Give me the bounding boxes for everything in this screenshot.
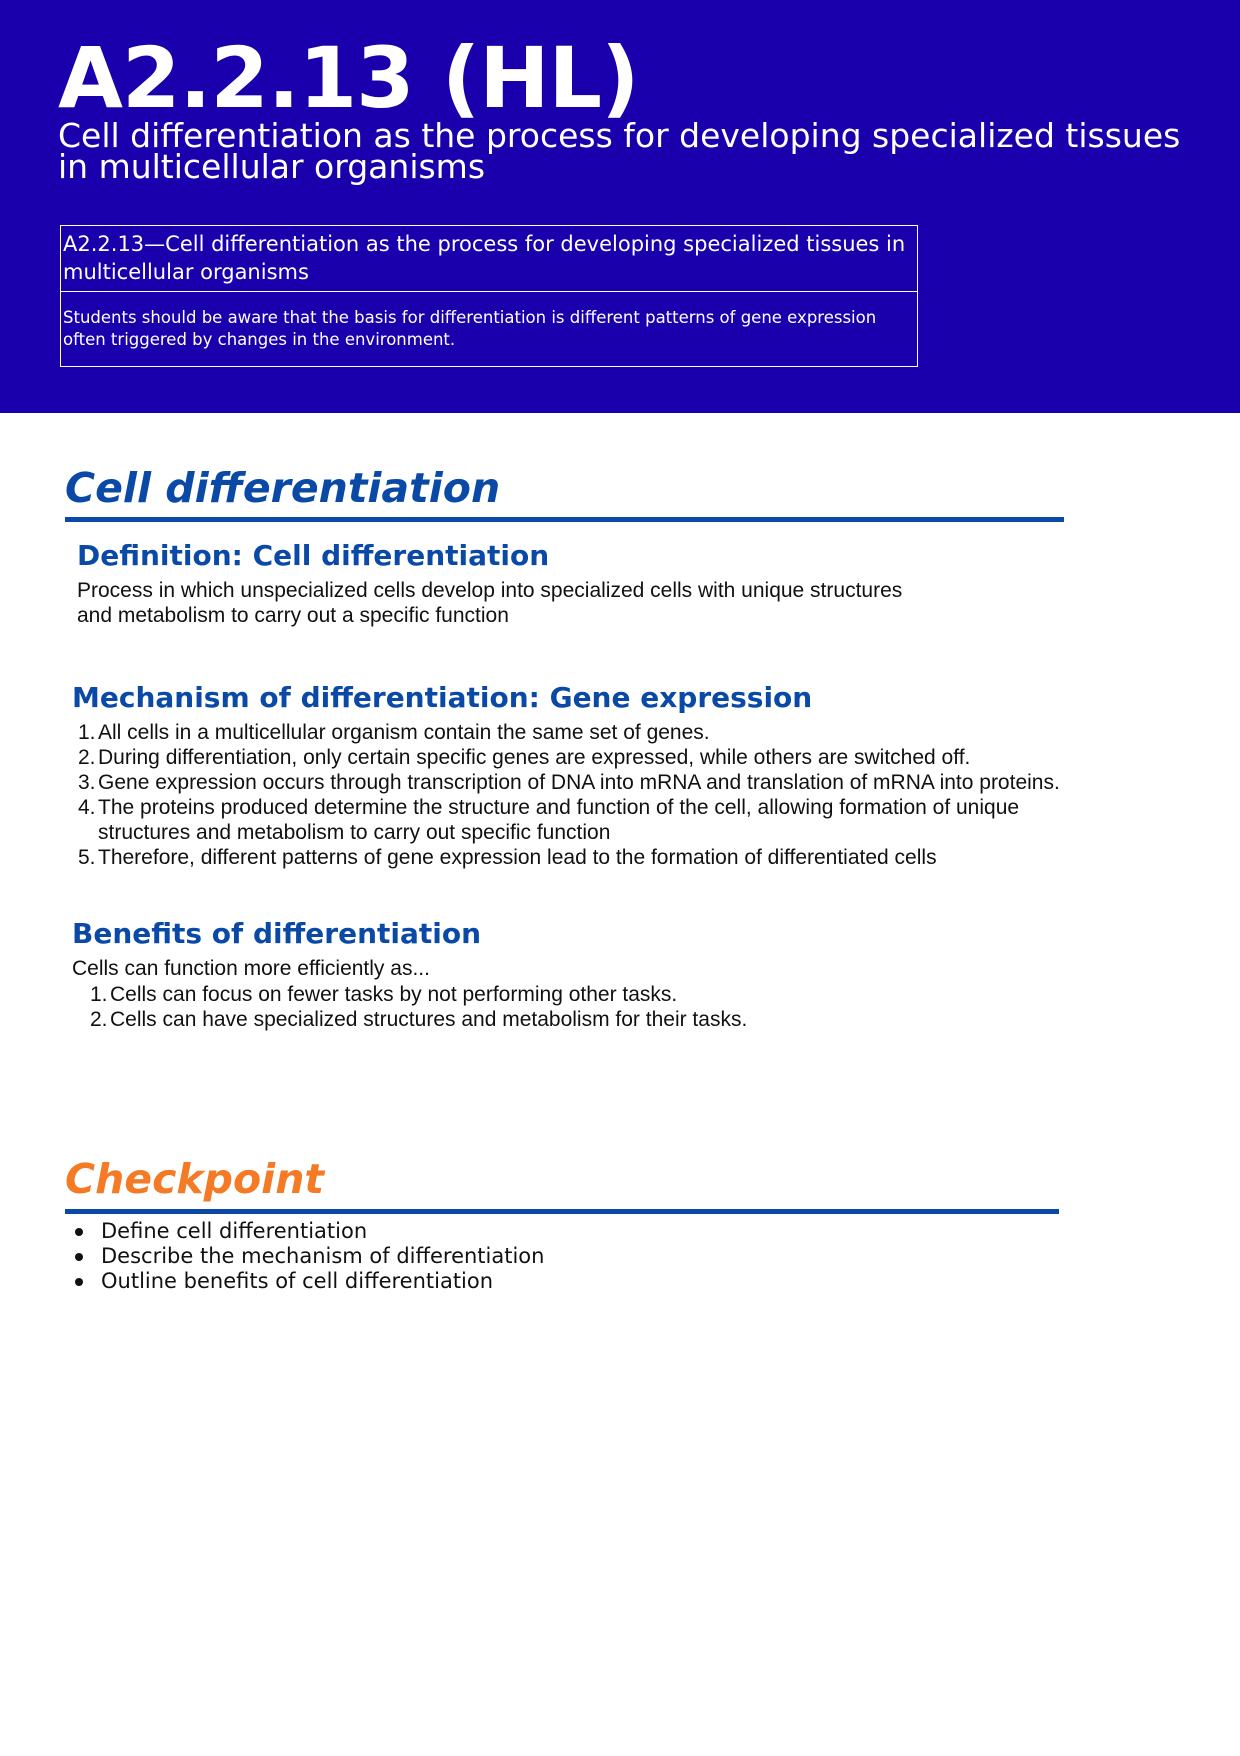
section-title-cell-differentiation: Cell differentiation [65, 464, 501, 512]
benefits-list [90, 982, 1070, 1032]
mechanism-list [78, 720, 1068, 870]
syllabus-box [60, 225, 918, 367]
list-item: 1. Cells can focus on fewer tasks by not performing other tasks. [90, 983, 678, 1006]
benefits-heading: Benefits of differentiation [72, 917, 482, 950]
syllabus-heading: A2.2.13—Cell differentiation as the process for developing specialized tissues in multicellular organisms [61, 226, 917, 292]
list-item: 2. During differentiation, only certain specific genes are expressed, while others are switched off. [78, 746, 971, 769]
section-divider [65, 1209, 1059, 1214]
mechanism-heading: Mechanism of differentiation: Gene expression [72, 681, 813, 714]
definition-heading: Definition: Cell differentiation [77, 539, 550, 572]
list-item: 2. Cells can have specialized structures and metabolism for their tasks. [90, 1008, 748, 1031]
section-title-checkpoint: Checkpoint [65, 1155, 325, 1203]
list-item: Describe the mechanism of differentiation [75, 1244, 544, 1269]
list-item: 1. All cells in a multicellular organism contain the same set of genes. [78, 721, 710, 744]
checkpoint-list [75, 1219, 544, 1294]
list-item: Define cell differentiation [75, 1219, 544, 1244]
section-divider [65, 517, 1064, 522]
topic-code: A2.2.13 (HL) [58, 29, 639, 127]
list-item: 4. The proteins produced determine the structure and function of the cell, allowing formation of unique structures and metabolism to carry out specific function [78, 796, 1020, 844]
topic-subtitle: Cell differentiation as the process for developing specialized tissues in multicellular organisms [58, 116, 1181, 186]
list-item: Outline benefits of cell differentiation [75, 1269, 544, 1294]
list-item: 3. Gene expression occurs through transcription of DNA into mRNA and translation of mRNA into proteins. [78, 771, 1060, 794]
benefits-intro: Cells can function more efficiently as... [72, 957, 430, 980]
definition-text-line-2: and metabolism to carry out a specific function [77, 604, 509, 627]
header-banner [0, 0, 1240, 413]
list-item: 5. Therefore, different patterns of gene expression lead to the formation of differentiated cells [78, 846, 937, 869]
definition-text [77, 578, 1077, 628]
definition-text-line-1: Process in which unspecialized cells develop into specialized cells with unique structures [77, 579, 903, 602]
syllabus-guidance: Students should be aware that the basis for differentiation is different patterns of gene expression often triggered by changes in the environment. [63, 308, 877, 349]
